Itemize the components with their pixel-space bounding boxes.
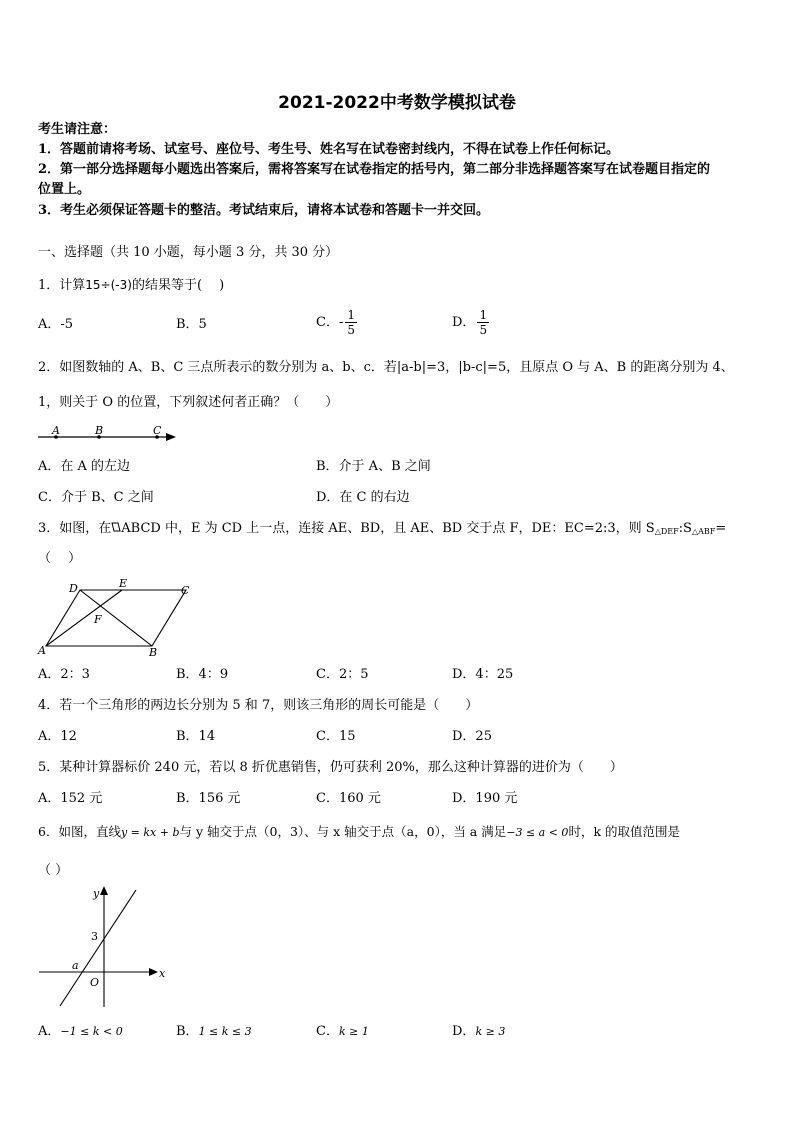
q1-option-c[interactable] [316,308,359,337]
q2-option-d[interactable]: D．在 C 的右边 [316,490,410,505]
q4-option-d[interactable]: D．25 [452,729,492,744]
vertex-a-label: A [38,644,46,657]
q3-option-d[interactable]: D．4：25 [452,667,514,682]
x-axis-arrow [149,968,158,976]
point-e-label: E [119,577,128,590]
notice-item-2: 2．第一部分选择题每小题选出答案后，需将答案写在试卷指定的括号内，第二部分非选择题答案写在试卷题目指定的 [38,162,711,177]
q6-line-formula: y = kx + b [120,826,180,839]
q5-option-a[interactable]: A．152 元 [38,791,103,806]
q6-option-a[interactable] [38,1023,123,1041]
q1-c-denominator: 5 [347,323,355,337]
q1-option-c-label: C．- [316,315,344,330]
q1-expression: 15÷(-3) [85,278,132,292]
question-5: 5．某种计算器标价 240 元，若以 8 折优惠销售，仍可获利 20%，那么这种计算器的进价为（ ） [38,760,623,775]
q3-sub-def: △DEF [654,527,679,536]
point-b-label: B [95,424,104,437]
question-2-line-2: 1，则关于 O 的位置，下列叙述何者正确？（ ） [38,395,339,410]
intercept-a-label: a [72,959,79,972]
question-3-line-1 [38,520,726,541]
q2-option-c[interactable]: C．介于 B、C 之间 [38,490,154,505]
parallelogram-figure [34,576,194,658]
q3-option-c[interactable]: C．2：5 [316,667,369,682]
vertex-b-label: B [149,646,158,658]
y-axis-arrow [100,886,108,895]
q6-option-b[interactable] [176,1023,252,1041]
x-axis-label: x [159,967,166,980]
q1-suffix: 的结果等于( ) [131,278,225,293]
q5-option-c[interactable]: C．160 元 [316,791,381,806]
q6-option-d-value: k ≥ 3 [475,1025,506,1038]
q6-text-part-1: 6．如图，直线 [38,824,121,839]
q2-option-a[interactable]: A．在 A 的左边 [38,459,131,474]
q1-option-d[interactable] [452,308,491,337]
q3-text-pre: 3．如图，在 [38,521,112,536]
q6-option-d[interactable] [452,1023,505,1041]
q6-option-d-label: D． [452,1024,476,1039]
q6-text-part-2: 与 y 轴交于点（0，3）、与 x 轴交于点（a，0），当 a 满足 [179,824,507,839]
number-line-arrow [166,433,176,441]
vertex-c-label: C [181,584,190,597]
q3-equals: = [715,521,727,536]
q6-option-a-label: A． [38,1024,61,1039]
q3-option-b[interactable]: B．4：9 [176,667,229,682]
notice-item-1: 1．答题前请将考场、试室号、座位号、考生号、姓名写在试卷密封线内，不得在试卷上作任何标记。 [38,142,620,157]
q1-option-c-fraction [345,308,357,337]
question-6-line-2: （ ） [38,863,69,878]
parallelogram-symbol-icon [111,521,121,533]
q3-sub-abf: △ABF [691,527,716,536]
segment-bd [80,590,152,646]
q6-text-part-3: 时，k 的取值范围是 [568,824,680,839]
q6-option-a-value: −1 ≤ k < 0 [60,1025,123,1038]
question-3-line-2: （ ） [38,551,82,566]
q3-text-main: ABCD 中，E 为 CD 上一点，连接 AE、BD，且 AE、BD 交于点 F，DE：EC=2:3，则 S [121,521,655,536]
number-line-figure [36,422,181,446]
q6-option-c[interactable] [316,1023,369,1041]
question-6-line-1 [38,823,680,842]
q3-colon: :S [678,521,692,536]
question-4: 4．若一个三角形的两边长分别为 5 和 7，则该三角形的周长可能是（ ） [38,698,479,713]
notice-item-3: 3．考生必须保证答题卡的整洁。考试结束后，请将本试卷和答题卡一并交回。 [38,203,490,218]
intercept-3-label: 3 [91,930,98,943]
notice-item-2-cont: 位置上。 [38,182,91,197]
notice-heading: 考生请注意： [38,122,117,137]
q5-option-b[interactable]: B．156 元 [176,791,241,806]
q2-option-b[interactable]: B．介于 A、B 之间 [316,459,431,474]
q6-condition: −3 ≤ a < 0 [506,826,569,839]
segment-ae [46,590,122,646]
q4-option-c[interactable]: C．15 [316,729,356,744]
point-a-label: A [52,424,60,437]
origin-label: O [90,976,100,989]
q3-option-a[interactable]: A．2：3 [38,667,90,682]
q1-d-numerator: 1 [479,308,488,322]
q6-option-b-label: B． [176,1024,199,1039]
point-c-label: C [153,424,162,437]
q4-option-b[interactable]: B．14 [176,729,216,744]
section-heading: 一、选择题（共 10 小题，每小题 3 分，共 30 分） [38,245,339,260]
q1-option-a[interactable]: A．-5 [38,317,74,332]
q1-option-b[interactable]: B．5 [176,317,207,332]
y-axis-label: y [93,887,100,900]
page-title: 2021-2022中考数学模拟试卷 [278,93,516,113]
q1-option-d-label: D． [452,315,476,330]
q5-option-d[interactable]: D．190 元 [452,791,518,806]
q6-option-b-value: 1 ≤ k ≤ 3 [198,1025,252,1038]
q6-option-c-value: k ≥ 1 [338,1025,369,1038]
q4-option-a[interactable]: A．12 [38,729,77,744]
point-f-label: F [94,613,102,626]
line-graph-figure [34,882,174,1012]
q1-d-denominator: 5 [479,323,488,337]
question-1 [38,276,224,295]
question-2-line-1: 2．如图数轴的 A、B、C 三点所表示的数分别为 a、b、c．若|a-b|=3，|b-c|=5，且原点 O 与 A、B 的距离分别为 4、 [38,360,734,375]
q1-c-numerator: 1 [347,308,355,322]
q1-prefix: 1．计算 [38,278,86,293]
vertex-d-label: D [69,582,78,595]
q1-option-d-fraction [477,308,489,337]
q6-option-c-label: C． [316,1024,339,1039]
